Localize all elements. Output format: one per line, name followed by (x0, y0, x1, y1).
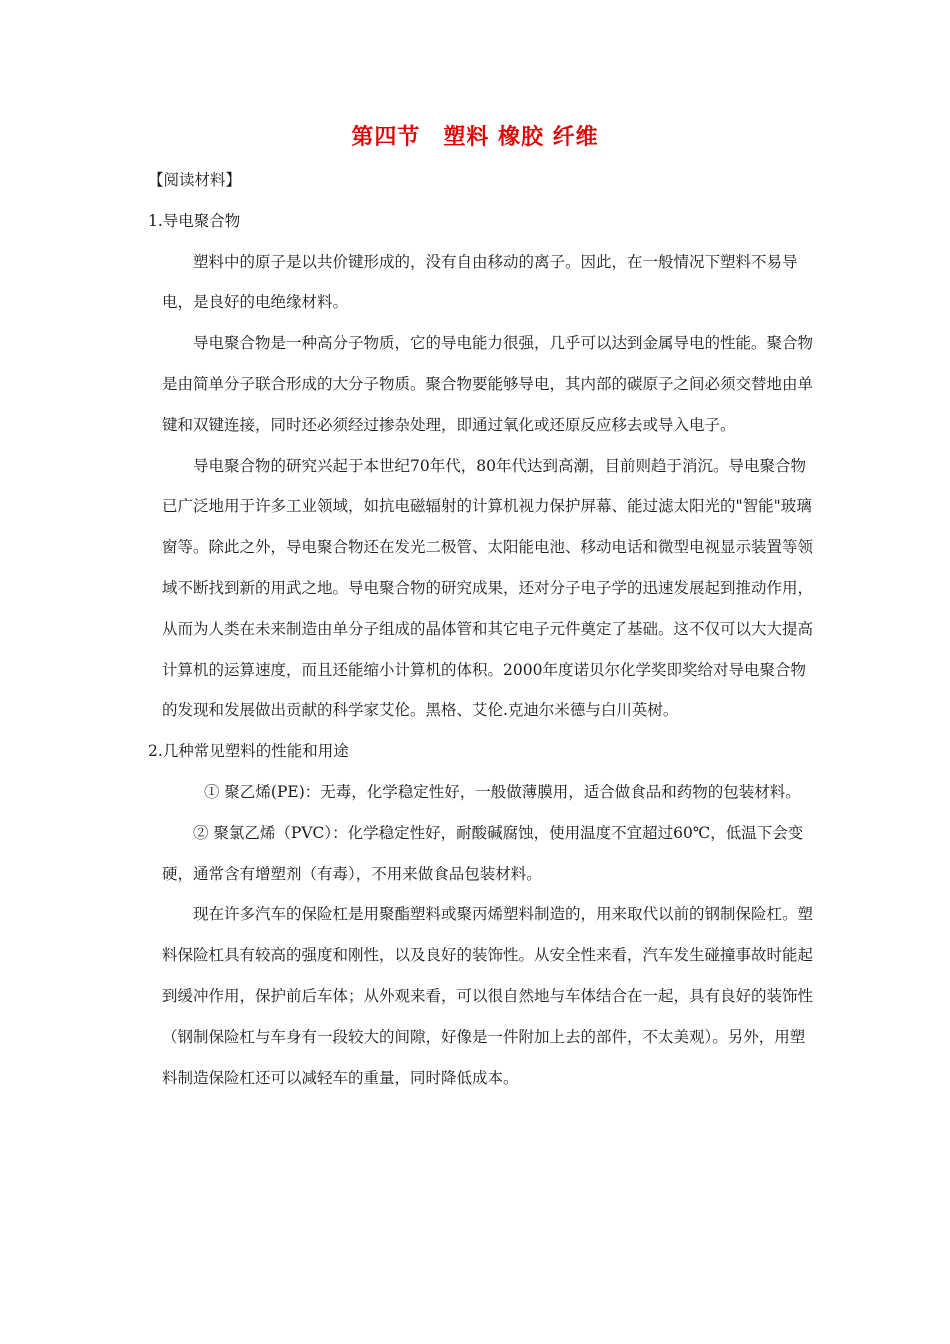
plastic-item-pe: ① 聚乙烯(PE)：无毒，化学稳定性好，一般做薄膜用，适合做食品和药物的包装材料。 (204, 782, 801, 801)
part1-paragraph-1: 塑料中的原子是以共价键形成的，没有自由移动的离子。因此，在一般情况下塑料不易导电，是良好的电绝缘材料。 (162, 252, 798, 312)
document-body (148, 160, 818, 1098)
plastic-item-pvc: ② 聚氯乙烯（PVC）：化学稳定性好，耐酸碱腐蚀，使用温度不宜超过60℃，低温下会变硬，通常含有增塑剂（有毒），不用来做食品包装材料。 (162, 823, 804, 883)
part1-heading: 1.导电聚合物 (148, 211, 241, 230)
part1-paragraph-3: 导电聚合物的研究兴起于本世纪70年代，80年代达到高潮，目前则趋于消沉。导电聚合物已广泛地用于许多工业领域，如抗电磁辐射的计算机视力保护屏幕、能过滤太阳光的"智能"玻璃窗等。除此之外，导电聚合物还在发光二极管、太阳能电池、移动电话和微型电视显示装置等领域不断找到新的用武之地。导电聚合物的研究成果，还对分子电子学的迅速发展起到推动作用，从而为人类在未来制造由单分子组成的晶体管和其它电子元件奠定了基础。这不仅可以大大提高计算机的运算速度，而且还能缩小计算机的体积。2000年度诺贝尔化学奖即奖给对导电聚合物的发现和发展做出贡献的科学家艾伦。黑格、艾伦.克迪尔米德与白川英树。 (162, 456, 814, 720)
page-title: 第四节 塑料 橡胶 纤维 (351, 125, 599, 150)
bumper-paragraph: 现在许多汽车的保险杠是用聚酯塑料或聚丙烯塑料制造的，用来取代以前的钢制保险杠。塑料保险杠具有较高的强度和刚性，以及良好的装饰性。从安全性来看，汽车发生碰撞事故时能起到缓冲作用，保护前后车体；从外观来看，可以很自然地与车体结合在一起，具有良好的装饰性（钢制保险杠与车身有一段较大的间隙，好像是一件附加上去的部件，不太美观）。另外，用塑料制造保险杠还可以减轻车的重量，同时降低成本。 (162, 905, 814, 1087)
part2-heading: 2.几种常见塑料的性能和用途 (148, 742, 349, 761)
section-label: 【阅读材料】 (148, 171, 242, 189)
part1-paragraph-2: 导电聚合物是一种高分子物质，它的导电能力很强，几乎可以达到金属导电的性能。聚合物是由简单分子联合形成的大分子物质。聚合物要能够导电，其内部的碳原子之间必须交替地由单键和双键连接，同时还必须经过掺杂处理，即通过氧化或还原反应移去或导入电子。 (162, 334, 814, 434)
